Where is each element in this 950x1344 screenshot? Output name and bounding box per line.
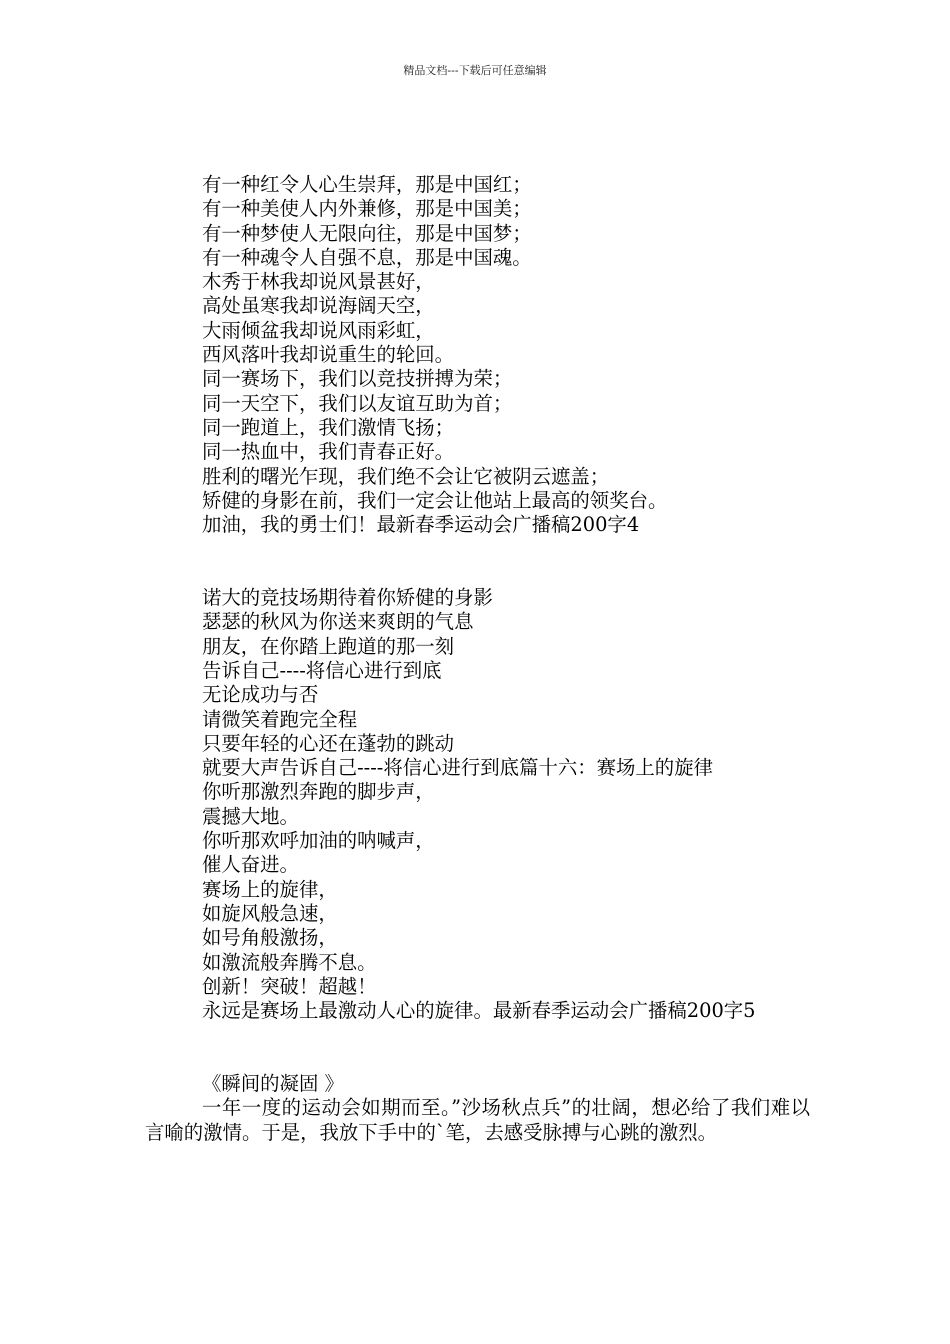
text-line: 有一种梦使人无限向往，那是中国梦； [202, 221, 532, 245]
text-line: 诺大的竞技场期待着你矫健的身影 [202, 586, 493, 610]
section-poem-stadium [145, 586, 810, 1023]
text-line: 矫健的身影在前，我们一定会让他站上最高的领奖台。 [202, 488, 668, 512]
text-line: 赛场上的旋律， [202, 877, 338, 901]
text-line: 你听那欢呼加油的呐喊声， [202, 829, 435, 853]
text-line: 创新！突破！超越！ [202, 974, 377, 998]
text-line: 大雨倾盆我却说风雨彩虹， [202, 318, 435, 342]
text-line: 同一跑道上，我们激情飞扬； [202, 415, 455, 439]
text-line: 木秀于林我却说风景甚好， [202, 270, 435, 294]
text-line: 同一天空下，我们以友谊互助为首； [202, 391, 513, 415]
text-line: 震撼大地。 [202, 804, 299, 828]
spacer [145, 537, 810, 586]
text-line: 如旋风般急速， [202, 901, 338, 925]
text-line: 瑟瑟的秋风为你送来爽朗的气息 [202, 610, 474, 634]
text-line: 催人奋进。 [202, 853, 299, 877]
text-line: 告诉自己----将信心进行到底 [202, 658, 442, 682]
text-line: 如激流般奔腾不息。 [202, 950, 377, 974]
text-paragraph: 永远是赛场上最激动人心的旋律。最新春季运动会广播稿200字5 [202, 999, 756, 1023]
text-line: 加油，我的勇士们！最新春季运动会广播稿200字4 [202, 513, 640, 537]
text-line: 高处虽寒我却说海阔天空， [202, 294, 435, 318]
essay-title: 《瞬间的凝固 》 [202, 1071, 344, 1095]
essay-paragraph: 一年一度的运动会如期而至。”沙场秋点兵”的壮阔，想必给了我们难以言喻的激情。于是，我放下手中的`笔，去感受脉搏与心跳的激烈。 [145, 1096, 810, 1144]
text-line: 请微笑着跑完全程 [202, 707, 358, 731]
text-line: 只要年轻的心还在蓬勃的跳动 [202, 731, 455, 755]
text-line: 如号角般激扬， [202, 926, 338, 950]
section-essay [145, 1072, 810, 1145]
text-line: 同一热血中，我们青春正好。 [202, 440, 455, 464]
text-line: 胜利的曙光乍现，我们绝不会让它被阴云遮盖； [202, 464, 610, 488]
text-line: 无论成功与否 [202, 683, 319, 707]
text-line: 西风落叶我却说重生的轮回。 [202, 343, 455, 367]
text-line: 就要大声告诉自己----将信心进行到底篇十六：赛场上的旋律 [202, 756, 713, 780]
text-line: 有一种魂令人自强不息，那是中国魂。 [202, 245, 532, 269]
text-line: 同一赛场下，我们以竞技拼搏为荣； [202, 367, 513, 391]
text-line: 有一种红令人心生崇拜，那是中国红； [202, 173, 532, 196]
document-body [145, 173, 810, 1145]
text-line: 你听那激烈奔跑的脚步声， [202, 780, 435, 804]
page-header: 精品文档---下载后可任意编辑 [403, 64, 547, 77]
text-line: 有一种美使人内外兼修，那是中国美； [202, 197, 532, 221]
spacer [145, 1023, 810, 1072]
section-poem-china [145, 173, 810, 537]
text-line: 朋友，在你踏上跑道的那一刻 [202, 634, 455, 658]
